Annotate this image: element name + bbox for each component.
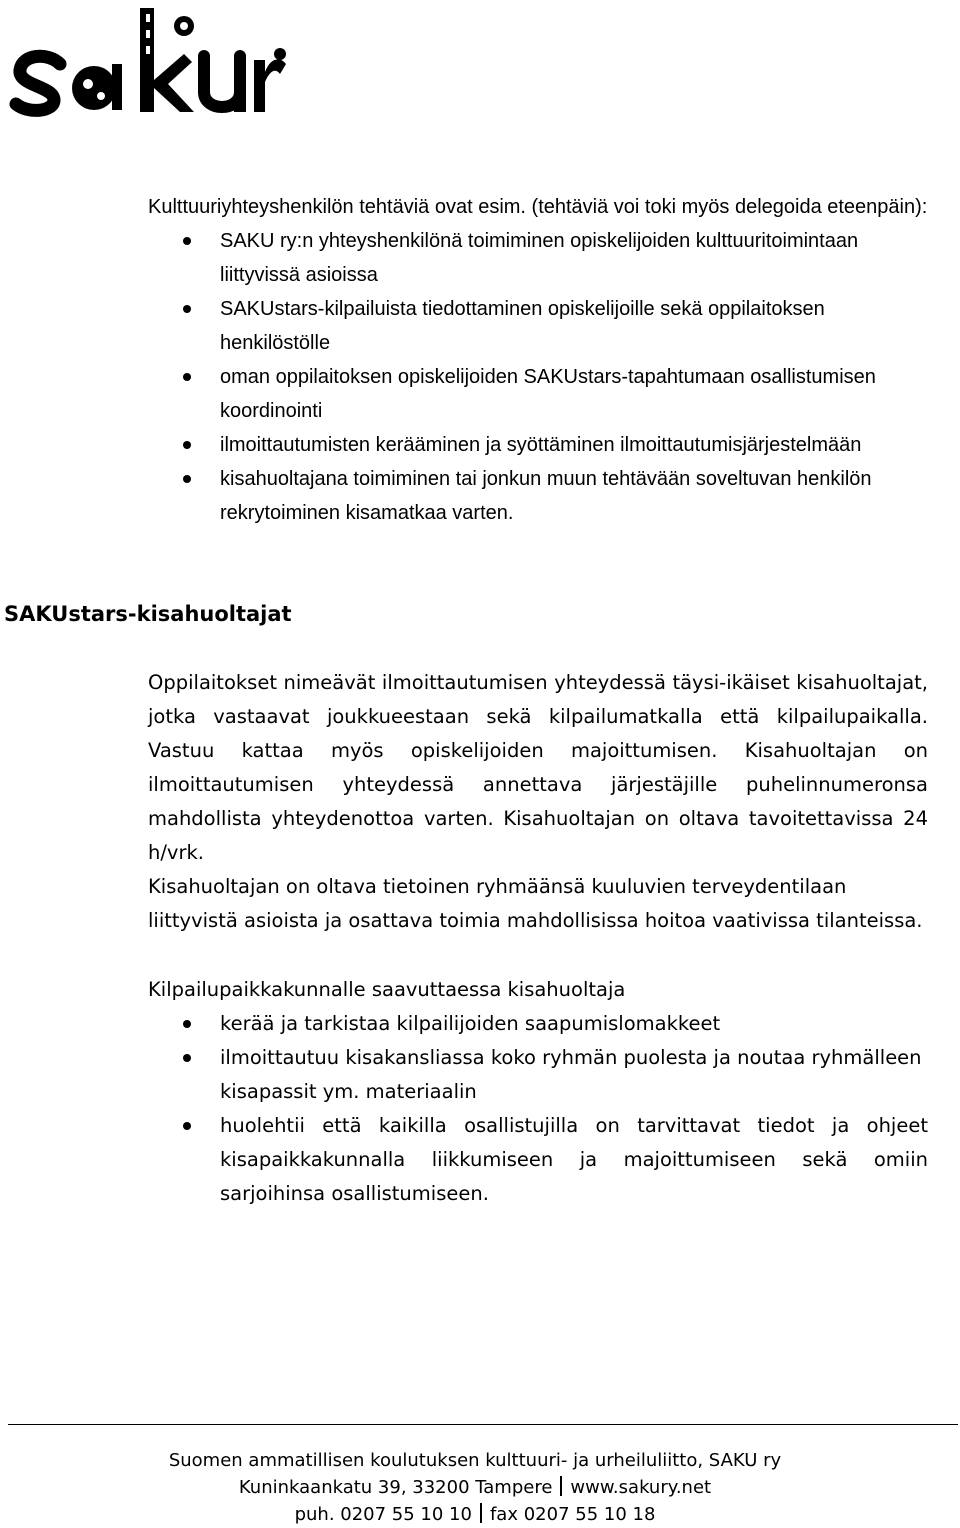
- paragraph-responsibilities: Oppilaitokset nimeävät ilmoittautumisen yhteydessä täysi-ikäiset kisahuoltajat, jotka vastaavat joukkueestaan sekä kilpailumatkalla että kilpailupaikalla. Vastuu kattaa myös opiskelijoiden majoittumisen. Kisahuoltajan on ilmoittautumisen yhteydessä annettava järjestäjille puhelinnumeronsa mahdollista yhteydenottoa varten. Kisahuoltajan on oltava tavoitettavissa 24 h/vrk.: [148, 671, 928, 864]
- saku-logo: [8, 0, 288, 124]
- arrival-section: [148, 973, 928, 1211]
- footer-divider: [8, 1424, 958, 1425]
- bullet-icon: [183, 1122, 191, 1130]
- footer-address: Kuninkaankatu 39, 33200 Tampere: [238, 1477, 553, 1498]
- footer: [110, 1447, 840, 1528]
- list-item: kisahuoltajana toimiminen tai jonkun muun tehtävään soveltuvan henkilön rekrytoiminen kisamatkaa varten.: [148, 462, 928, 530]
- bullet-icon: [183, 237, 191, 245]
- list-item: SAKU ry:n yhteyshenkilönä toimiminen opiskelijoiden kulttuuritoimintaan liittyvissä asioissa: [148, 224, 928, 292]
- footer-org: Suomen ammatillisen koulutuksen kulttuuri- ja urheiluliitto, SAKU ry: [168, 1450, 782, 1471]
- arrival-list: [148, 1007, 928, 1211]
- bullet-icon: [183, 441, 191, 449]
- footer-phone-line: [110, 1501, 840, 1528]
- bullet-icon: [183, 305, 191, 313]
- list-item: ilmoittautumisten kerääminen ja syöttäminen ilmoittautumisjärjestelmään: [148, 428, 928, 462]
- duties-list: [148, 224, 928, 530]
- footer-phone: puh. 0207 55 10 10: [294, 1504, 472, 1525]
- separator-icon: [560, 1476, 562, 1496]
- list-item: huolehtii että kaikilla osallistujilla on tarvittavat tiedot ja ohjeet kisapaikkakunnalla liikkumiseen ja majoittumiseen sekä omiin sarjoihinsa osallistumiseen.: [148, 1109, 928, 1211]
- list-item: kerää ja tarkistaa kilpailijoiden saapumislomakkeet: [148, 1007, 928, 1041]
- paragraph-health: Kisahuoltajan on oltava tietoinen ryhmäänsä kuuluvien terveydentilaan liittyvistä asioista ja osattava toimia mahdollisissa hoitoa vaativissa tilanteissa.: [148, 875, 923, 932]
- footer-web-link[interactable]: www.sakury.net: [570, 1477, 712, 1498]
- bullet-icon: [183, 1020, 191, 1028]
- bullet-icon: [183, 373, 191, 381]
- list-item: SAKUstars-kilpailuista tiedottaminen opiskelijoille sekä oppilaitoksen henkilöstölle: [148, 292, 928, 360]
- list-item: ilmoittautuu kisakansliassa koko ryhmän puolesta ja noutaa ryhmälleen kisapassit ym. materiaalin: [148, 1041, 928, 1109]
- footer-address-line: [110, 1474, 840, 1501]
- intro-section: [148, 190, 928, 530]
- list-item: oman oppilaitoksen opiskelijoiden SAKUstars-tapahtumaan osallistumisen koordinointi: [148, 360, 928, 428]
- bullet-icon: [183, 1054, 191, 1062]
- bullet-icon: [183, 475, 191, 483]
- section-heading: SAKUstars-kisahuoltajat: [4, 602, 292, 626]
- intro-lead: Kulttuuriyhteyshenkilön tehtäviä ovat esim. (tehtäviä voi toki myös delegoida eteenpäin):: [148, 196, 928, 218]
- separator-icon: [480, 1503, 482, 1523]
- arrival-lead: Kilpailupaikkakunnalle saavuttaessa kisahuoltaja: [148, 978, 626, 1001]
- footer-fax: fax 0207 55 10 18: [489, 1504, 656, 1525]
